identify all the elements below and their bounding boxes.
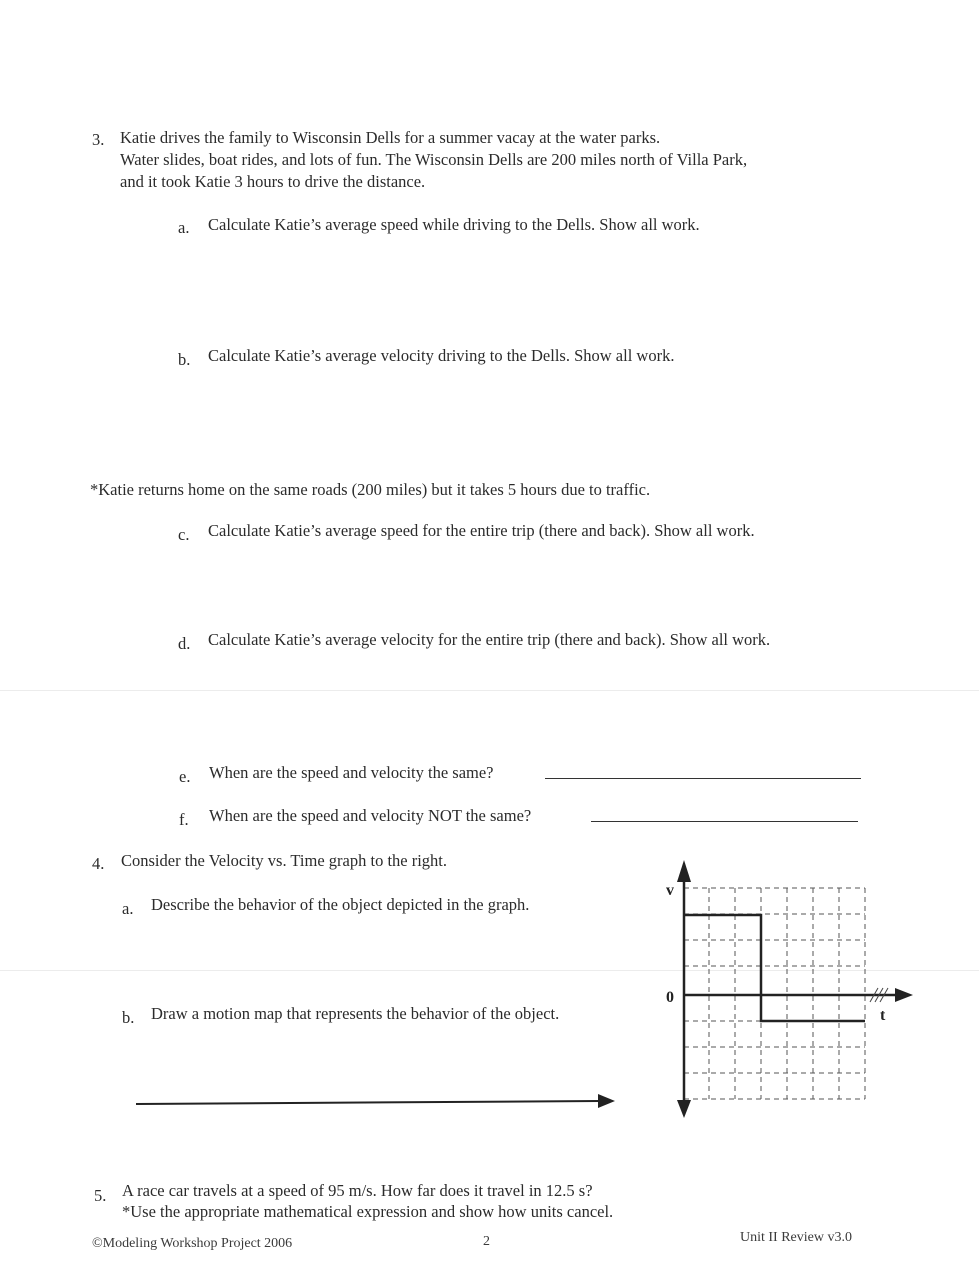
answer-blank-e[interactable] bbox=[545, 778, 861, 779]
question-note: *Katie returns home on the same roads (200 miles) but it takes 5 hours due to traffic. bbox=[90, 480, 651, 499]
part-letter: d. bbox=[178, 634, 191, 653]
time-axis-arrow-icon bbox=[895, 988, 913, 1002]
question-number: 5. bbox=[94, 1186, 107, 1205]
velocity-axis-up-arrow-icon bbox=[677, 860, 691, 882]
answer-blank-f[interactable] bbox=[591, 821, 858, 822]
y-axis-label: v bbox=[666, 882, 674, 899]
part-text: Calculate Katie’s average speed for the entire trip (there and back). Show all work. bbox=[208, 521, 755, 540]
part-letter: f. bbox=[179, 810, 189, 829]
part-text: Draw a motion map that represents the behavior of the object. bbox=[151, 1004, 560, 1023]
part-text: When are the speed and velocity NOT the same? bbox=[209, 806, 532, 825]
part-letter: a. bbox=[178, 218, 190, 237]
part-text: Calculate Katie’s average velocity driving to the Dells. Show all work. bbox=[208, 346, 675, 365]
motion-map-line[interactable] bbox=[134, 1092, 616, 1112]
origin-label: 0 bbox=[666, 989, 674, 1006]
part-text: Calculate Katie’s average speed while driving to the Dells. Show all work. bbox=[208, 215, 700, 234]
part-text: Calculate Katie’s average velocity for the entire trip (there and back). Show all work. bbox=[208, 630, 771, 649]
part-letter: e. bbox=[179, 767, 191, 786]
part-letter: a. bbox=[122, 899, 134, 918]
question-number: 3. bbox=[92, 130, 105, 149]
part-letter: b. bbox=[178, 350, 191, 369]
question-text-line: Katie drives the family to Wisconsin Dells for a summer vacay at the water parks. bbox=[120, 128, 661, 147]
question-text-line: A race car travels at a speed of 95 m/s. How far does it travel in 12.5 s? bbox=[122, 1181, 593, 1200]
footer-copyright: ©Modeling Workshop Project 2006 bbox=[92, 1236, 293, 1251]
part-letter: b. bbox=[122, 1008, 135, 1027]
x-axis-label: t bbox=[880, 1007, 886, 1024]
part-text: When are the speed and velocity the same? bbox=[209, 763, 494, 782]
question-text-line: *Use the appropriate mathematical expression and show how units cancel. bbox=[122, 1202, 614, 1221]
part-letter: c. bbox=[178, 525, 190, 544]
footer-unit: Unit II Review v3.0 bbox=[740, 1230, 852, 1245]
question-text: Consider the Velocity vs. Time graph to the right. bbox=[121, 851, 448, 870]
question-text-line: and it took Katie 3 hours to drive the distance. bbox=[120, 172, 426, 191]
part-text: Describe the behavior of the object depicted in the graph. bbox=[151, 895, 530, 914]
velocity-data-line bbox=[684, 915, 865, 1021]
velocity-time-graph bbox=[655, 852, 915, 1122]
page-number: 2 bbox=[483, 1234, 490, 1249]
scan-fold-line bbox=[0, 690, 979, 691]
question-text-line: Water slides, boat rides, and lots of fun. The Wisconsin Dells are 200 miles north of Villa Park, bbox=[120, 150, 748, 169]
graph-grid bbox=[684, 888, 865, 1099]
velocity-axis-down-arrow-icon bbox=[677, 1100, 691, 1118]
question-number: 4. bbox=[92, 854, 105, 873]
